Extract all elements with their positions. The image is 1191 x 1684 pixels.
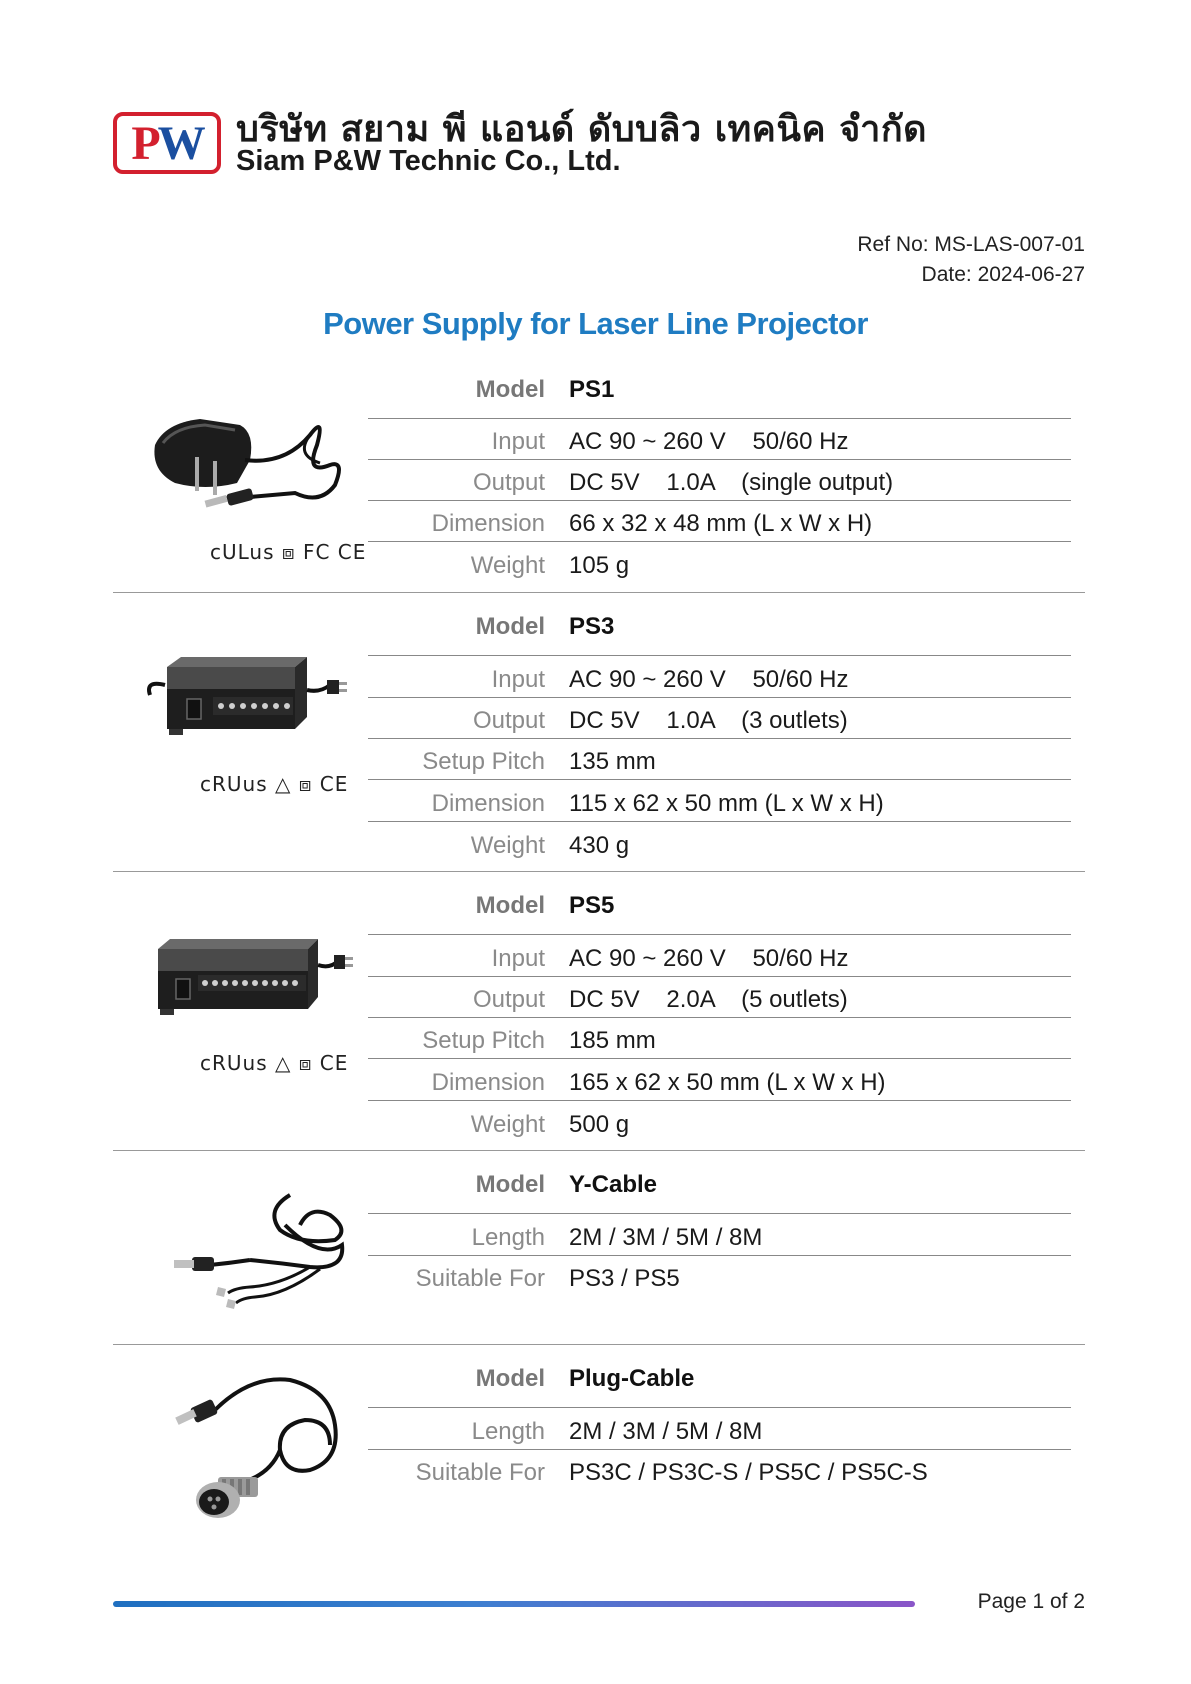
plug-cable-image (170, 1365, 350, 1520)
spec-label: Model (475, 892, 545, 919)
ps5-power-box-image (150, 935, 355, 1025)
spec-label: Model (475, 376, 545, 403)
page-title: Power Supply for Laser Line Projector (323, 306, 868, 341)
row-divider (368, 541, 1071, 542)
spec-value: AC 90 ~ 260 V 50/60 Hz (569, 945, 849, 972)
y-cable-image (170, 1185, 350, 1310)
document-date: Date: 2024-06-27 (921, 263, 1085, 286)
ps3-certifications: cRUus △ ⧈ CE (200, 772, 349, 796)
spec-label: Weight (470, 832, 545, 859)
document-meta (857, 230, 1085, 290)
row-divider (368, 779, 1071, 780)
company-name-thai: บริษัท สยาม พี แอนด์ ดับบลิว เทคนิค จำกัด (236, 109, 928, 150)
spec-value: 105 g (569, 552, 630, 579)
spec-label: Dimension (431, 510, 545, 537)
row-divider (368, 934, 1071, 935)
row-divider (368, 821, 1071, 822)
spec-value: 135 mm (569, 748, 656, 775)
row-divider (368, 738, 1071, 739)
section-divider (113, 592, 1085, 593)
spec-value: 115 x 62 x 50 mm (L x W x H) (569, 790, 884, 817)
spec-label: Model (475, 1171, 545, 1198)
spec-label: Weight (470, 1111, 545, 1138)
spec-label: Output (472, 707, 545, 734)
row-divider (368, 1213, 1071, 1214)
row-divider (368, 418, 1071, 419)
company-name-english: Siam P&W Technic Co., Ltd. (236, 145, 621, 177)
spec-value: PS3C / PS3C-S / PS5C / PS5C-S (569, 1459, 928, 1486)
row-divider (368, 655, 1071, 656)
spec-value: 2M / 3M / 5M / 8M (569, 1418, 763, 1445)
section-divider (113, 1150, 1085, 1151)
spec-label: Model (475, 613, 545, 640)
row-divider (368, 976, 1071, 977)
row-divider (368, 1017, 1071, 1018)
spec-value: 66 x 32 x 48 mm (L x W x H) (569, 510, 873, 537)
spec-value: AC 90 ~ 260 V 50/60 Hz (569, 428, 849, 455)
spec-value: 430 g (569, 832, 630, 859)
spec-value: 2M / 3M / 5M / 8M (569, 1224, 763, 1251)
row-divider (368, 697, 1071, 698)
row-divider (368, 500, 1071, 501)
spec-label: Model (475, 1365, 545, 1392)
spec-label: Input (491, 945, 545, 972)
ps1-certifications: cULus ⧈ FC CE (210, 540, 367, 564)
row-divider (368, 1449, 1071, 1450)
spec-value: 500 g (569, 1111, 630, 1138)
ps1-adapter-image (145, 405, 350, 515)
logo-text: PW (131, 117, 203, 170)
spec-label: Suitable For (415, 1459, 545, 1486)
spec-label: Input (491, 666, 545, 693)
spec-value: AC 90 ~ 260 V 50/60 Hz (569, 666, 849, 693)
spec-label: Input (491, 428, 545, 455)
spec-label: Dimension (431, 790, 545, 817)
spec-value: PS5 (569, 892, 615, 919)
row-divider (368, 459, 1071, 460)
ref-number: Ref No: MS-LAS-007-01 (857, 233, 1085, 256)
row-divider (368, 1100, 1071, 1101)
spec-label: Length (471, 1224, 545, 1251)
row-divider (368, 1407, 1071, 1408)
spec-label: Length (471, 1418, 545, 1445)
company-logo (113, 112, 221, 174)
spec-value: DC 5V 1.0A (single output) (569, 469, 894, 496)
spec-label: Setup Pitch (422, 748, 545, 775)
spec-value: PS3 (569, 613, 615, 640)
spec-label: Output (472, 469, 545, 496)
spec-label: Dimension (431, 1069, 545, 1096)
section-divider (113, 871, 1085, 872)
row-divider (368, 1255, 1071, 1256)
spec-value: DC 5V 2.0A (5 outlets) (569, 986, 848, 1013)
ps3-power-box-image (145, 655, 350, 745)
spec-value: PS3 / PS5 (569, 1265, 680, 1292)
section-divider (113, 1344, 1085, 1345)
spec-value: Plug-Cable (569, 1365, 695, 1392)
footer-gradient-bar (113, 1601, 915, 1607)
spec-label: Setup Pitch (422, 1027, 545, 1054)
spec-value: DC 5V 1.0A (3 outlets) (569, 707, 848, 734)
spec-value: PS1 (569, 376, 615, 403)
spec-value: 165 x 62 x 50 mm (L x W x H) (569, 1069, 886, 1096)
spec-label: Suitable For (415, 1265, 545, 1292)
spec-value: Y-Cable (569, 1171, 658, 1198)
row-divider (368, 1058, 1071, 1059)
spec-label: Output (472, 986, 545, 1013)
ps5-certifications: cRUus △ ⧈ CE (200, 1051, 349, 1075)
page-number: Page 1 of 2 (977, 1590, 1085, 1613)
spec-label: Weight (470, 552, 545, 579)
spec-value: 185 mm (569, 1027, 656, 1054)
